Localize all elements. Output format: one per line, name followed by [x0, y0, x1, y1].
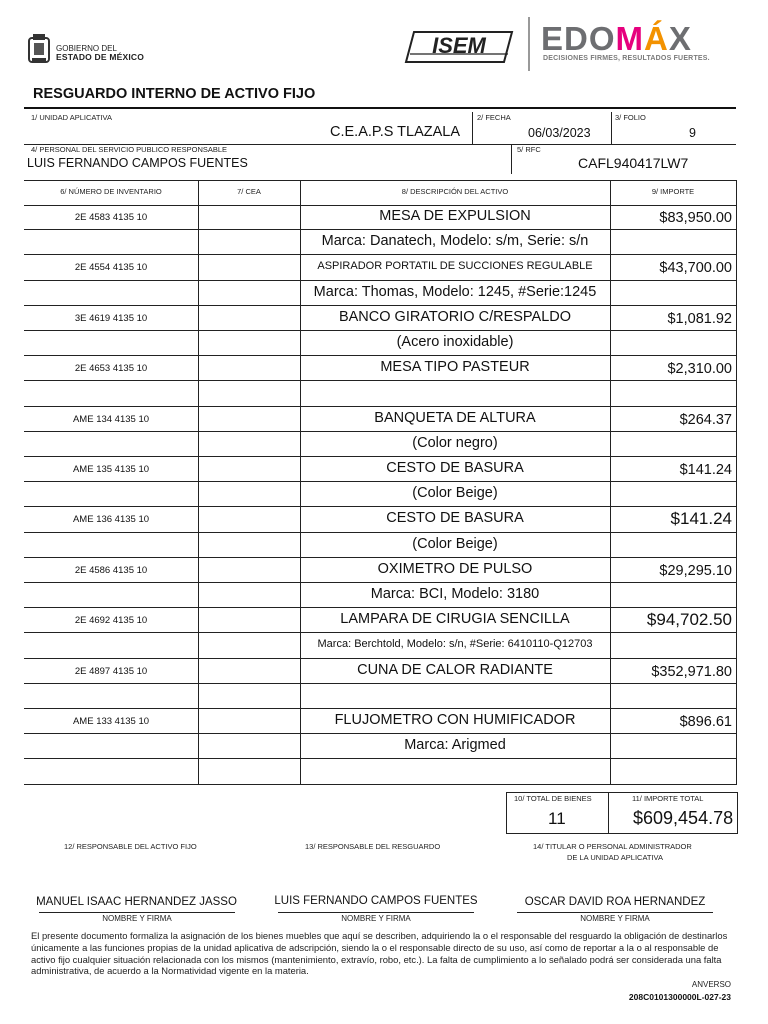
asset-description: FLUJOMETRO CON HUMIFICADOR [334, 712, 576, 728]
asset-importe: $2,310.00 [667, 361, 732, 378]
inventory-number: AME 134 4135 10 [72, 413, 150, 425]
inventory-number: AME 136 4135 10 [72, 514, 150, 526]
edomex-logo-text [541, 20, 692, 57]
inventory-number: 2E 4586 4135 10 [74, 564, 148, 576]
asset-description: CESTO DE BASURA [386, 510, 524, 527]
column-divider [198, 180, 199, 785]
asset-description: Marca: BCI, Modelo: 3180 [370, 586, 540, 602]
asset-description: (Color Beige) [412, 485, 498, 502]
edomex-letter: M [615, 20, 645, 57]
table-row [24, 356, 736, 381]
label-responsable-activo: 12/ RESPONSABLE DEL ACTIVO FIJO [64, 842, 197, 851]
table-row [24, 709, 736, 734]
asset-description: Marca: Arigmed [404, 737, 506, 754]
table-row [24, 759, 736, 784]
signature-name-14: OSCAR DAVID ROA HERNANDEZ [524, 896, 706, 908]
asset-importe: $94,702.50 [646, 610, 732, 630]
asset-description: MESA TIPO PASTEUR [380, 359, 530, 376]
rfc-value: CAFL940417LW7 [578, 155, 689, 171]
table-row [24, 734, 736, 759]
edomex-letter: X [668, 20, 692, 57]
signature-name-12: MANUEL ISAAC HERNANDEZ JASSO [36, 896, 237, 908]
edomex-letter: O [588, 20, 616, 57]
importe-total-value: $609,454.78 [633, 808, 734, 828]
edomex-letter: E [541, 20, 565, 57]
edomex-letter: Á [644, 20, 669, 57]
asset-importe: $43,700.00 [659, 260, 732, 277]
table-row [24, 558, 736, 583]
table-row [24, 432, 736, 457]
table-row [24, 381, 736, 406]
asset-description: Marca: Thomas, Modelo: 1245, #Serie:1245 [313, 283, 597, 300]
logo-separator [528, 17, 530, 71]
table-row [24, 306, 736, 331]
legal-notice: El presente documento formaliza la asignación de los bienes muebles que aquí se describen, adquiriendo la o el responsable del resguardo la obligación de destinarlos únicamente a las funciones propias de la unidad aplicativa de adscripción, siendo la o el responsable directo de su uso, así como de reportar a la o al responsable de activo fijo cualquier situación relacionada con los mismos (mantenimiento, extravío, robo, etc.). La falta de cumplimiento a lo señalado podrá ser considerada una falta administrativa, de acuerdo a la Normatividad vigente en la materia. [31, 930, 728, 977]
asset-description: (Acero inoxidable) [396, 334, 514, 350]
asset-description: OXIMETRO DE PULSO [377, 560, 533, 577]
edomex-tagline: DECISIONES FIRMES, RESULTADOS FUERTES. [543, 55, 710, 62]
table-row [24, 407, 736, 432]
signature-line [278, 912, 474, 913]
table-row [24, 457, 736, 482]
asset-description: LAMPARA DE CIRUGIA SENCILLA [340, 611, 570, 628]
signature-line [39, 912, 235, 913]
table-row [24, 608, 736, 633]
title-rule [24, 107, 736, 109]
isem-logo [404, 28, 516, 66]
asset-importe: $29,295.10 [659, 562, 732, 579]
field-divider [511, 144, 512, 174]
inventory-number: 2E 4692 4135 10 [74, 615, 148, 627]
table-row [24, 205, 736, 230]
table-right-border [736, 180, 737, 785]
row-rule [24, 784, 736, 785]
inventory-number: 2E 4897 4135 10 [74, 665, 148, 677]
rfc-label: 5/ RFC [517, 145, 541, 154]
field-divider [611, 112, 612, 144]
asset-description: Marca: Berchtold, Modelo: s/n, #Serie: 6410110-Q12703 [317, 638, 593, 651]
asset-description: MESA DE EXPULSION [379, 208, 531, 224]
form-code: 208C0101300000L-027-23 [628, 992, 731, 1002]
inventory-number: 2E 4583 4135 10 [74, 212, 148, 223]
asset-description: ASPIRADOR PORTATIL DE SUCCIONES REGULABLE [317, 260, 593, 273]
inventory-number: 2E 4653 4135 10 [74, 363, 148, 375]
table-row [24, 255, 736, 280]
signature-caption: NOMBRE Y FIRMA [580, 914, 650, 923]
asset-importe: $352,971.80 [651, 663, 732, 680]
label-responsable-resguardo: 13/ RESPONSABLE DEL RESGUARDO [305, 842, 441, 851]
asset-description: Marca: Danatech, Modelo: s/m, Serie: s/n [321, 233, 589, 250]
total-bienes-label: 10/ TOTAL DE BIENES [514, 794, 592, 803]
total-bienes-value: 11 [548, 809, 566, 828]
signature-name-13: LUIS FERNANDO CAMPOS FUENTES [274, 895, 478, 907]
asset-importe: $896.61 [679, 714, 732, 730]
table-row [24, 230, 736, 255]
table-top-rule [24, 180, 736, 181]
column-divider [610, 180, 611, 785]
personal-value: LUIS FERNANDO CAMPOS FUENTES [27, 156, 248, 170]
gobierno-estado-mexico-logo [56, 44, 144, 62]
asset-importe: $83,950.00 [659, 210, 732, 226]
label-titular-line1: 14/ TITULAR O PERSONAL ADMINISTRADOR [533, 842, 692, 851]
signature-caption: NOMBRE Y FIRMA [341, 914, 411, 923]
table-row [24, 533, 736, 558]
signature-caption: NOMBRE Y FIRMA [102, 914, 172, 923]
table-row [24, 482, 736, 507]
anverso-label: ANVERSO [691, 980, 731, 989]
table-row [24, 659, 736, 684]
unidad-value: C.E.A.P.S TLAZALA [330, 124, 461, 140]
edomex-letter: D [564, 20, 589, 57]
table-row [24, 684, 736, 709]
table-row [24, 583, 736, 608]
label-titular-line2: DE LA UNIDAD APLICATIVA [567, 853, 664, 862]
totals-divider [608, 792, 609, 833]
asset-importe: $141.24 [670, 509, 732, 529]
asset-description: CESTO DE BASURA [386, 460, 524, 476]
gobierno-line2: ESTADO DE MÉXICO [56, 52, 145, 62]
asset-description: CUNA DE CALOR RADIANTE [357, 661, 553, 678]
edomex-logo [541, 20, 692, 58]
asset-importe: $1,081.92 [667, 310, 732, 327]
header-importe: 9/ IMPORTE [651, 187, 695, 196]
header-descripcion: 8/ DESCRIPCIÓN DEL ACTIVO [401, 187, 509, 196]
asset-description: (Color negro) [412, 434, 498, 451]
unidad-label: 1/ UNIDAD APLICATIVA [31, 113, 112, 122]
inventory-number: AME 133 4135 10 [72, 716, 150, 727]
table-row [24, 331, 736, 356]
table-row [24, 507, 736, 532]
table-row [24, 281, 736, 306]
asset-description: (Color Beige) [412, 535, 498, 552]
inventory-number: 2E 4554 4135 10 [74, 262, 148, 274]
isem-logo-text: ISEM [432, 33, 486, 58]
personal-label: 4/ PERSONAL DEL SERVICIO PUBLICO RESPONSABLE [31, 145, 228, 154]
signature-line [517, 912, 713, 913]
asset-description: BANQUETA DE ALTURA [374, 409, 536, 426]
header-inventario: 6/ NÚMERO DE INVENTARIO [60, 187, 162, 196]
table-row [24, 633, 736, 658]
asset-description: BANCO GIRATORIO C/RESPALDO [338, 308, 572, 325]
column-divider [300, 180, 301, 785]
header-cea: 7/ CEA [237, 187, 261, 196]
document-title: RESGUARDO INTERNO DE ACTIVO FIJO [33, 86, 316, 102]
fecha-value: 06/03/2023 [528, 126, 591, 140]
inventory-number: 3E 4619 4135 10 [74, 312, 148, 324]
gobierno-line1: GOBIERNO DEL [56, 44, 117, 53]
folio-label: 3/ FOLIO [615, 113, 646, 122]
asset-importe: $141.24 [679, 462, 732, 478]
estado-de-mexico-crest-icon [26, 32, 52, 66]
inventory-number: AME 135 4135 10 [72, 464, 150, 475]
importe-total-label: 11/ IMPORTE TOTAL [632, 794, 704, 803]
asset-importe: $264.37 [679, 411, 732, 428]
fecha-label: 2/ FECHA [477, 113, 511, 122]
field-divider [472, 112, 473, 144]
folio-value: 9 [689, 126, 696, 140]
